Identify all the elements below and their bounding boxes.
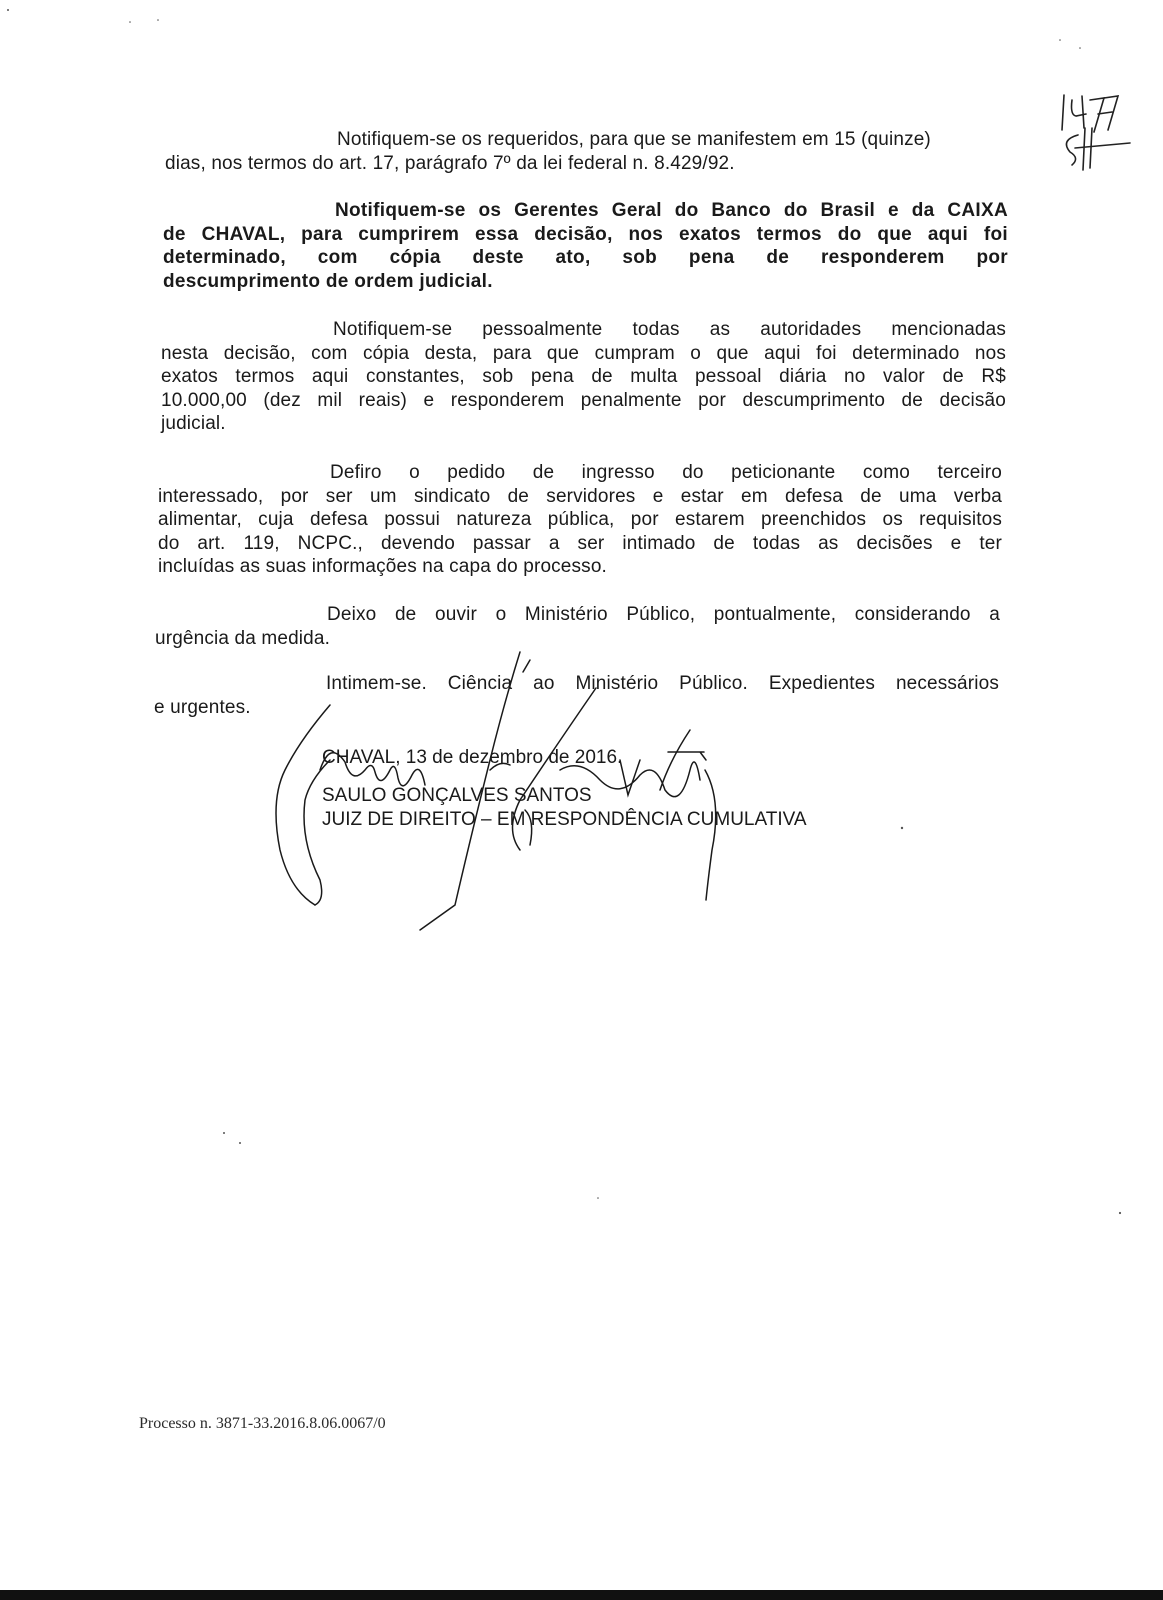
paragraph-notify-defendants <box>165 128 1007 175</box>
signature-block <box>322 746 942 832</box>
paragraph-line: do art. 119, NCPC., devendo passar a ser intimado de todas as decisões e ter <box>158 532 1002 554</box>
paragraph-notify-authorities <box>161 318 1006 436</box>
process-number: Processo n. 3871-33.2016.8.06.0067/0 <box>139 1415 386 1432</box>
paragraph-line: incluídas as suas informações na capa do processo. <box>158 556 607 577</box>
judge-role: JUIZ DE DIREITO – EM RESPONDÊNCIA CUMULATIVA <box>322 809 807 830</box>
judge-name: SAULO GONÇALVES SANTOS <box>322 785 592 806</box>
paragraph-line: judicial. <box>161 413 226 434</box>
paragraph-grant-intervention <box>158 461 1002 579</box>
paragraph-line: determinado, com cópia deste ato, sob pena de responderem por <box>163 247 1008 268</box>
paragraph-public-ministry <box>155 603 1000 650</box>
signature-place-date: CHAVAL, 13 de dezembro de 2016. <box>322 747 623 768</box>
paragraph-line: interessado, por ser um sindicato de servidores e estar em defesa de uma verba <box>158 485 1002 507</box>
paragraph-notify-bank-managers <box>163 199 1008 293</box>
paragraph-line: nesta decisão, com cópia desta, para que cumpram o que aqui foi determinado nos <box>161 342 1006 364</box>
paragraph-line: urgência da medida. <box>155 627 331 649</box>
paragraph-line: Defiro o pedido de ingresso do peticionante como terceiro <box>330 462 1002 483</box>
paragraph-intimations <box>154 672 999 719</box>
folio-number-handwritten <box>1062 95 1130 170</box>
paragraph-line: alimentar, cuja defesa possui natureza pública, por estarem preenchidos os requisitos <box>158 509 1002 530</box>
paragraph-line: dias, nos termos do art. 17, parágrafo 7º da lei federal n. 8.429/92. <box>165 152 735 174</box>
paragraph-line: Notifiquem-se os Gerentes Geral do Banco do Brasil e da CAIXA <box>335 200 1008 221</box>
paragraph-line: 10.000,00 (dez mil reais) e responderem penalmente por descumprimento de decisão <box>161 389 1006 411</box>
scan-edge <box>0 1590 1163 1600</box>
paragraph-line: Intimem-se. Ciência ao Ministério Público. Expedientes necessários <box>326 673 999 694</box>
paragraph-line: exatos termos aqui constantes, sob pena de multa pessoal diária no valor de R$ <box>161 366 1006 387</box>
paragraph-line: descumprimento de ordem judicial. <box>163 270 493 292</box>
paragraph-line: Notifiquem-se pessoalmente todas as autoridades mencionadas <box>333 319 1006 340</box>
paragraph-line: de CHAVAL, para cumprirem essa decisão, nos exatos termos do que aqui foi <box>163 223 1008 245</box>
paragraph-line: Notifiquem-se os requeridos, para que se manifestem em 15 (quinze) <box>337 129 931 150</box>
paragraph-line: Deixo de ouvir o Ministério Público, pontualmente, considerando a <box>327 604 1000 625</box>
paragraph-line: e urgentes. <box>154 696 251 718</box>
